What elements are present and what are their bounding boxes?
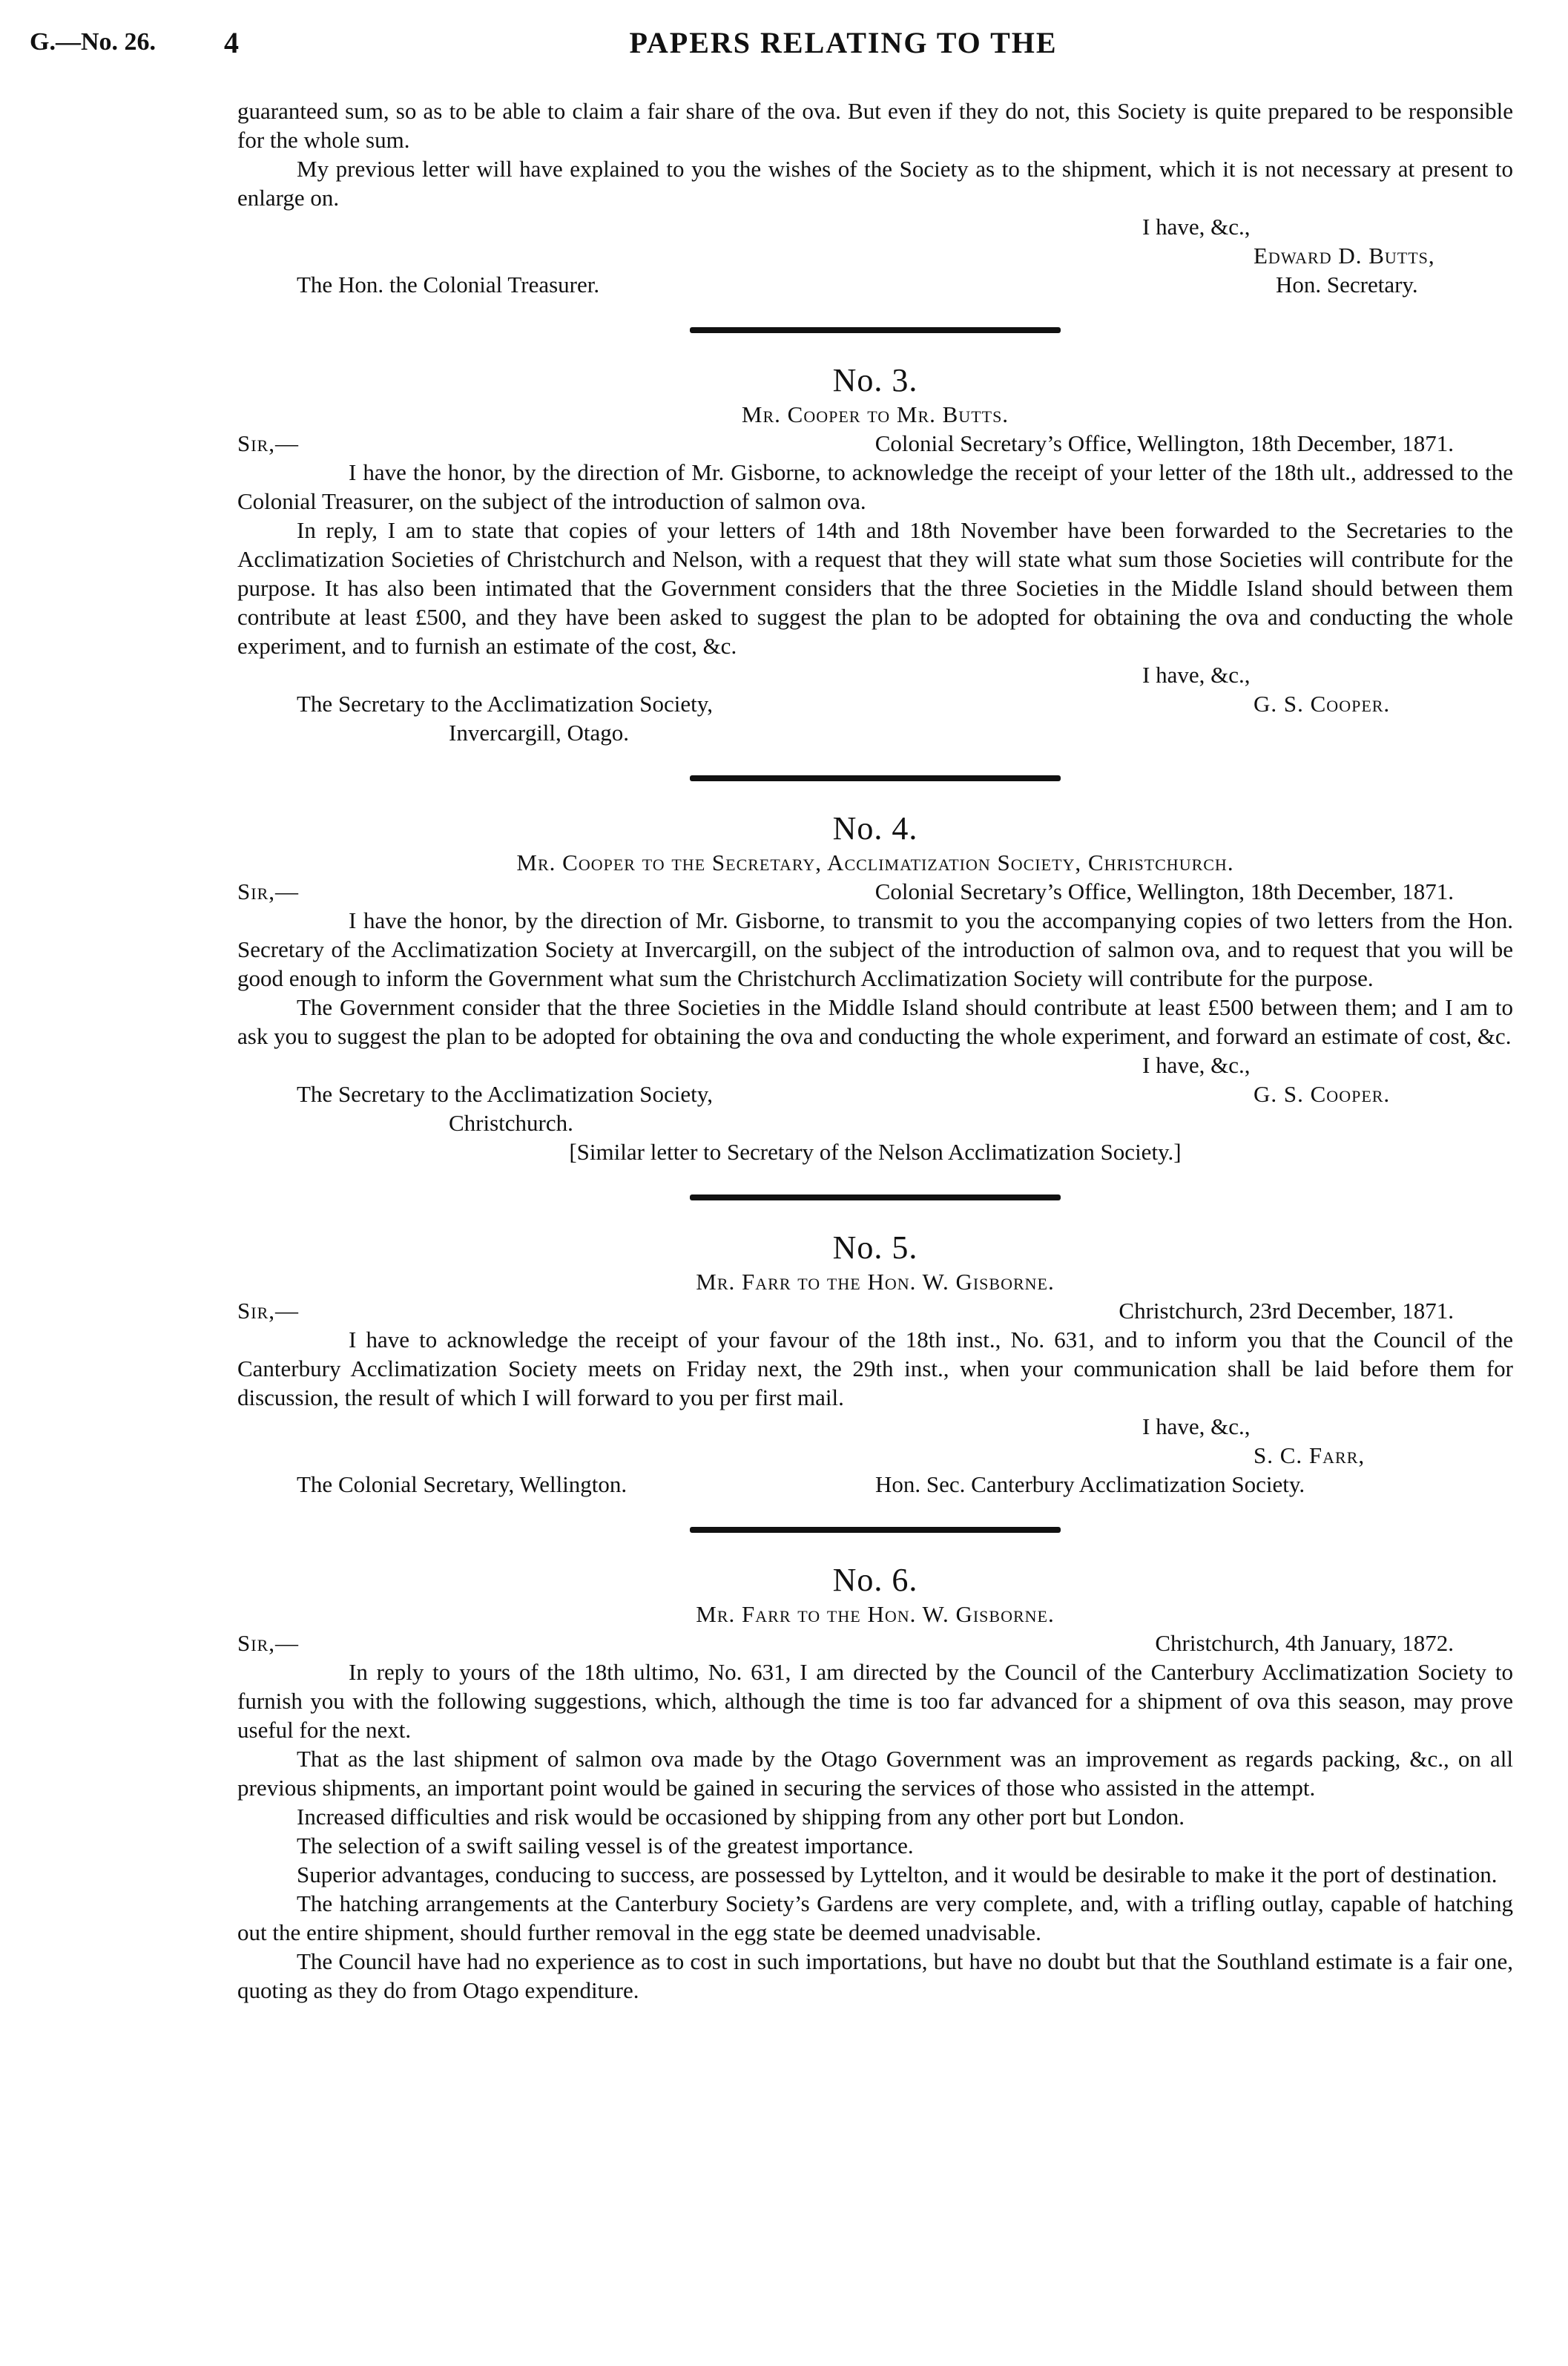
addressee-place: Christchurch.	[449, 1110, 573, 1136]
address-date: Colonial Secretary’s Office, Wellington, 18th December, 1871.	[874, 430, 1454, 456]
section-divider	[690, 1194, 1061, 1200]
closing: I have, &c.,	[1142, 1413, 1251, 1439]
salutation: Sir,—	[237, 1630, 299, 1656]
letter-no-5	[237, 1229, 1513, 1499]
signer-name: G. S. Cooper.	[1254, 691, 1391, 717]
page-number: 4	[224, 26, 239, 59]
section-divider	[690, 1527, 1061, 1533]
paragraph: The selection of a swift sailing vessel is of the greatest importance.	[297, 1833, 914, 1859]
closing: I have, &c.,	[1142, 662, 1251, 688]
running-title: PAPERS RELATING TO THE	[629, 26, 1058, 59]
paragraph: Superior advantages, conducing to success, are possessed by Lyttelton, and it would be desirable to make it the port of destination.	[297, 1861, 1498, 1887]
letter-heading: Mr. Cooper to the Secretary, Acclimatization Society, Christchurch.	[516, 850, 1234, 875]
document-body	[237, 96, 1513, 2005]
address-date: Christchurch, 23rd December, 1871.	[1119, 1298, 1454, 1324]
letter-heading: Mr. Farr to the Hon. W. Gisborne.	[696, 1601, 1055, 1627]
section-divider	[690, 775, 1061, 781]
signer-title: Hon. Secretary.	[1276, 272, 1418, 298]
letter-number: No. 4.	[832, 810, 918, 847]
letter-no-4	[237, 809, 1513, 1166]
salutation: Sir,—	[237, 1298, 299, 1324]
addressee-place: Invercargill, Otago.	[449, 720, 630, 746]
letter-heading: Mr. Cooper to Mr. Butts.	[741, 401, 1009, 427]
letter-continuation	[237, 96, 1513, 299]
paragraph: The hatching arrangements at the Canterbury Society’s Gardens are very complete, and, with a trifling outlay, capable of hatching out the entire shipment, should further removal in the egg state be deemed unadvisable.	[237, 1890, 1513, 1945]
addressee: The Secretary to the Acclimatization Society,	[297, 1081, 713, 1107]
letter-number: No. 3.	[832, 362, 918, 398]
salutation: Sir,—	[237, 430, 299, 456]
signer-name: Edward D. Butts,	[1254, 243, 1435, 269]
page-header	[30, 22, 1538, 67]
closing: I have, &c.,	[1142, 1052, 1251, 1078]
paragraph: Increased difficulties and risk would be occasioned by shipping from any other port but London.	[297, 1804, 1185, 1830]
signer-title: Hon. Sec. Canterbury Acclimatization Society.	[875, 1471, 1305, 1497]
closing: I have, &c.,	[1142, 214, 1251, 240]
paragraph: guaranteed sum, so as to be able to claim a fair share of the ova. But even if they do not, this Society is quite prepared to be responsible for the whole sum.	[237, 98, 1513, 153]
paragraph: In reply to yours of the 18th ultimo, No. 631, I am directed by the Council of the Canterbury Acclimatization Society to furnish you with the following suggestions, which, although the time is too far advanced for a shipment of ova this season, may prove useful for the next.	[237, 1659, 1513, 1743]
editorial-note: [Similar letter to Secretary of the Nelson Acclimatization Society.]	[569, 1139, 1182, 1165]
signer-name: S. C. Farr,	[1254, 1442, 1366, 1468]
paragraph: The Government consider that the three Societies in the Middle Island should contribute at least £500 between them; and I am to ask you to suggest the plan to be adopted for obtaining the ova and conducting the whole experiment, and forward an estimate of cost, &c.	[237, 994, 1513, 1049]
address-date: Christchurch, 4th January, 1872.	[1155, 1630, 1454, 1656]
letter-no-3	[237, 361, 1513, 747]
salutation: Sir,—	[237, 878, 299, 904]
letter-heading: Mr. Farr to the Hon. W. Gisborne.	[696, 1269, 1055, 1295]
addressee: The Colonial Secretary, Wellington.	[297, 1471, 627, 1497]
section-divider	[690, 327, 1061, 333]
paragraph: My previous letter will have explained to you the wishes of the Society as to the shipment, which it is not necessary at present to enlarge on.	[237, 156, 1513, 211]
paragraph: In reply, I am to state that copies of your letters of 14th and 18th November have been forwarded to the Secretaries to the Acclimatization Societies of Christchurch and Nelson, with a request that they will state what sum those Societies will contribute for the purpose. It has also been intimated that the Government considers that the three Societies in the Middle Island should between them contribute at least £500, and they have been asked to suggest the plan to be adopted for obtaining the ova and conducting the whole experiment, and to furnish an estimate of the cost, &c.	[237, 517, 1513, 659]
letter-number: No. 5.	[832, 1229, 918, 1266]
addressee: The Secretary to the Acclimatization Society,	[297, 691, 713, 717]
paragraph: That as the last shipment of salmon ova made by the Otago Government was an improvement as regards packing, &c., on all previous shipments, an important point would be gained in securing the services of those who assisted in the attempt.	[237, 1746, 1513, 1801]
paragraph: I have the honor, by the direction of Mr. Gisborne, to acknowledge the receipt of your letter of the 18th ult., addressed to the Colonial Treasurer, on the subject of the introduction of salmon ova.	[237, 459, 1513, 514]
paper-reference: G.—No. 26.	[30, 28, 156, 56]
paragraph: I have to acknowledge the receipt of your favour of the 18th inst., No. 631, and to inform you that the Council of the Canterbury Acclimatization Society meets on Friday next, the 29th inst., when your communication shall be laid before them for discussion, the result of which I will forward to you per first mail.	[237, 1327, 1513, 1410]
paragraph: I have the honor, by the direction of Mr. Gisborne, to transmit to you the accompanying copies of two letters from the Hon. Secretary of the Acclimatization Society at Invercargill, on the subject of the introduction of salmon ova, and to request that you will be good enough to inform the Government what sum the Christchurch Acclimatization Society will contribute for the purpose.	[237, 907, 1513, 991]
address-date: Colonial Secretary’s Office, Wellington, 18th December, 1871.	[874, 878, 1454, 904]
addressee: The Hon. the Colonial Treasurer.	[297, 272, 600, 298]
letter-number: No. 6.	[832, 1562, 918, 1598]
signer-name: G. S. Cooper.	[1254, 1081, 1391, 1107]
letter-no-6	[237, 1561, 1513, 2005]
paragraph: The Council have had no experience as to cost in such importations, but have no doubt but that the Southland estimate is a fair one, quoting as they do from Otago expenditure.	[237, 1948, 1513, 2003]
